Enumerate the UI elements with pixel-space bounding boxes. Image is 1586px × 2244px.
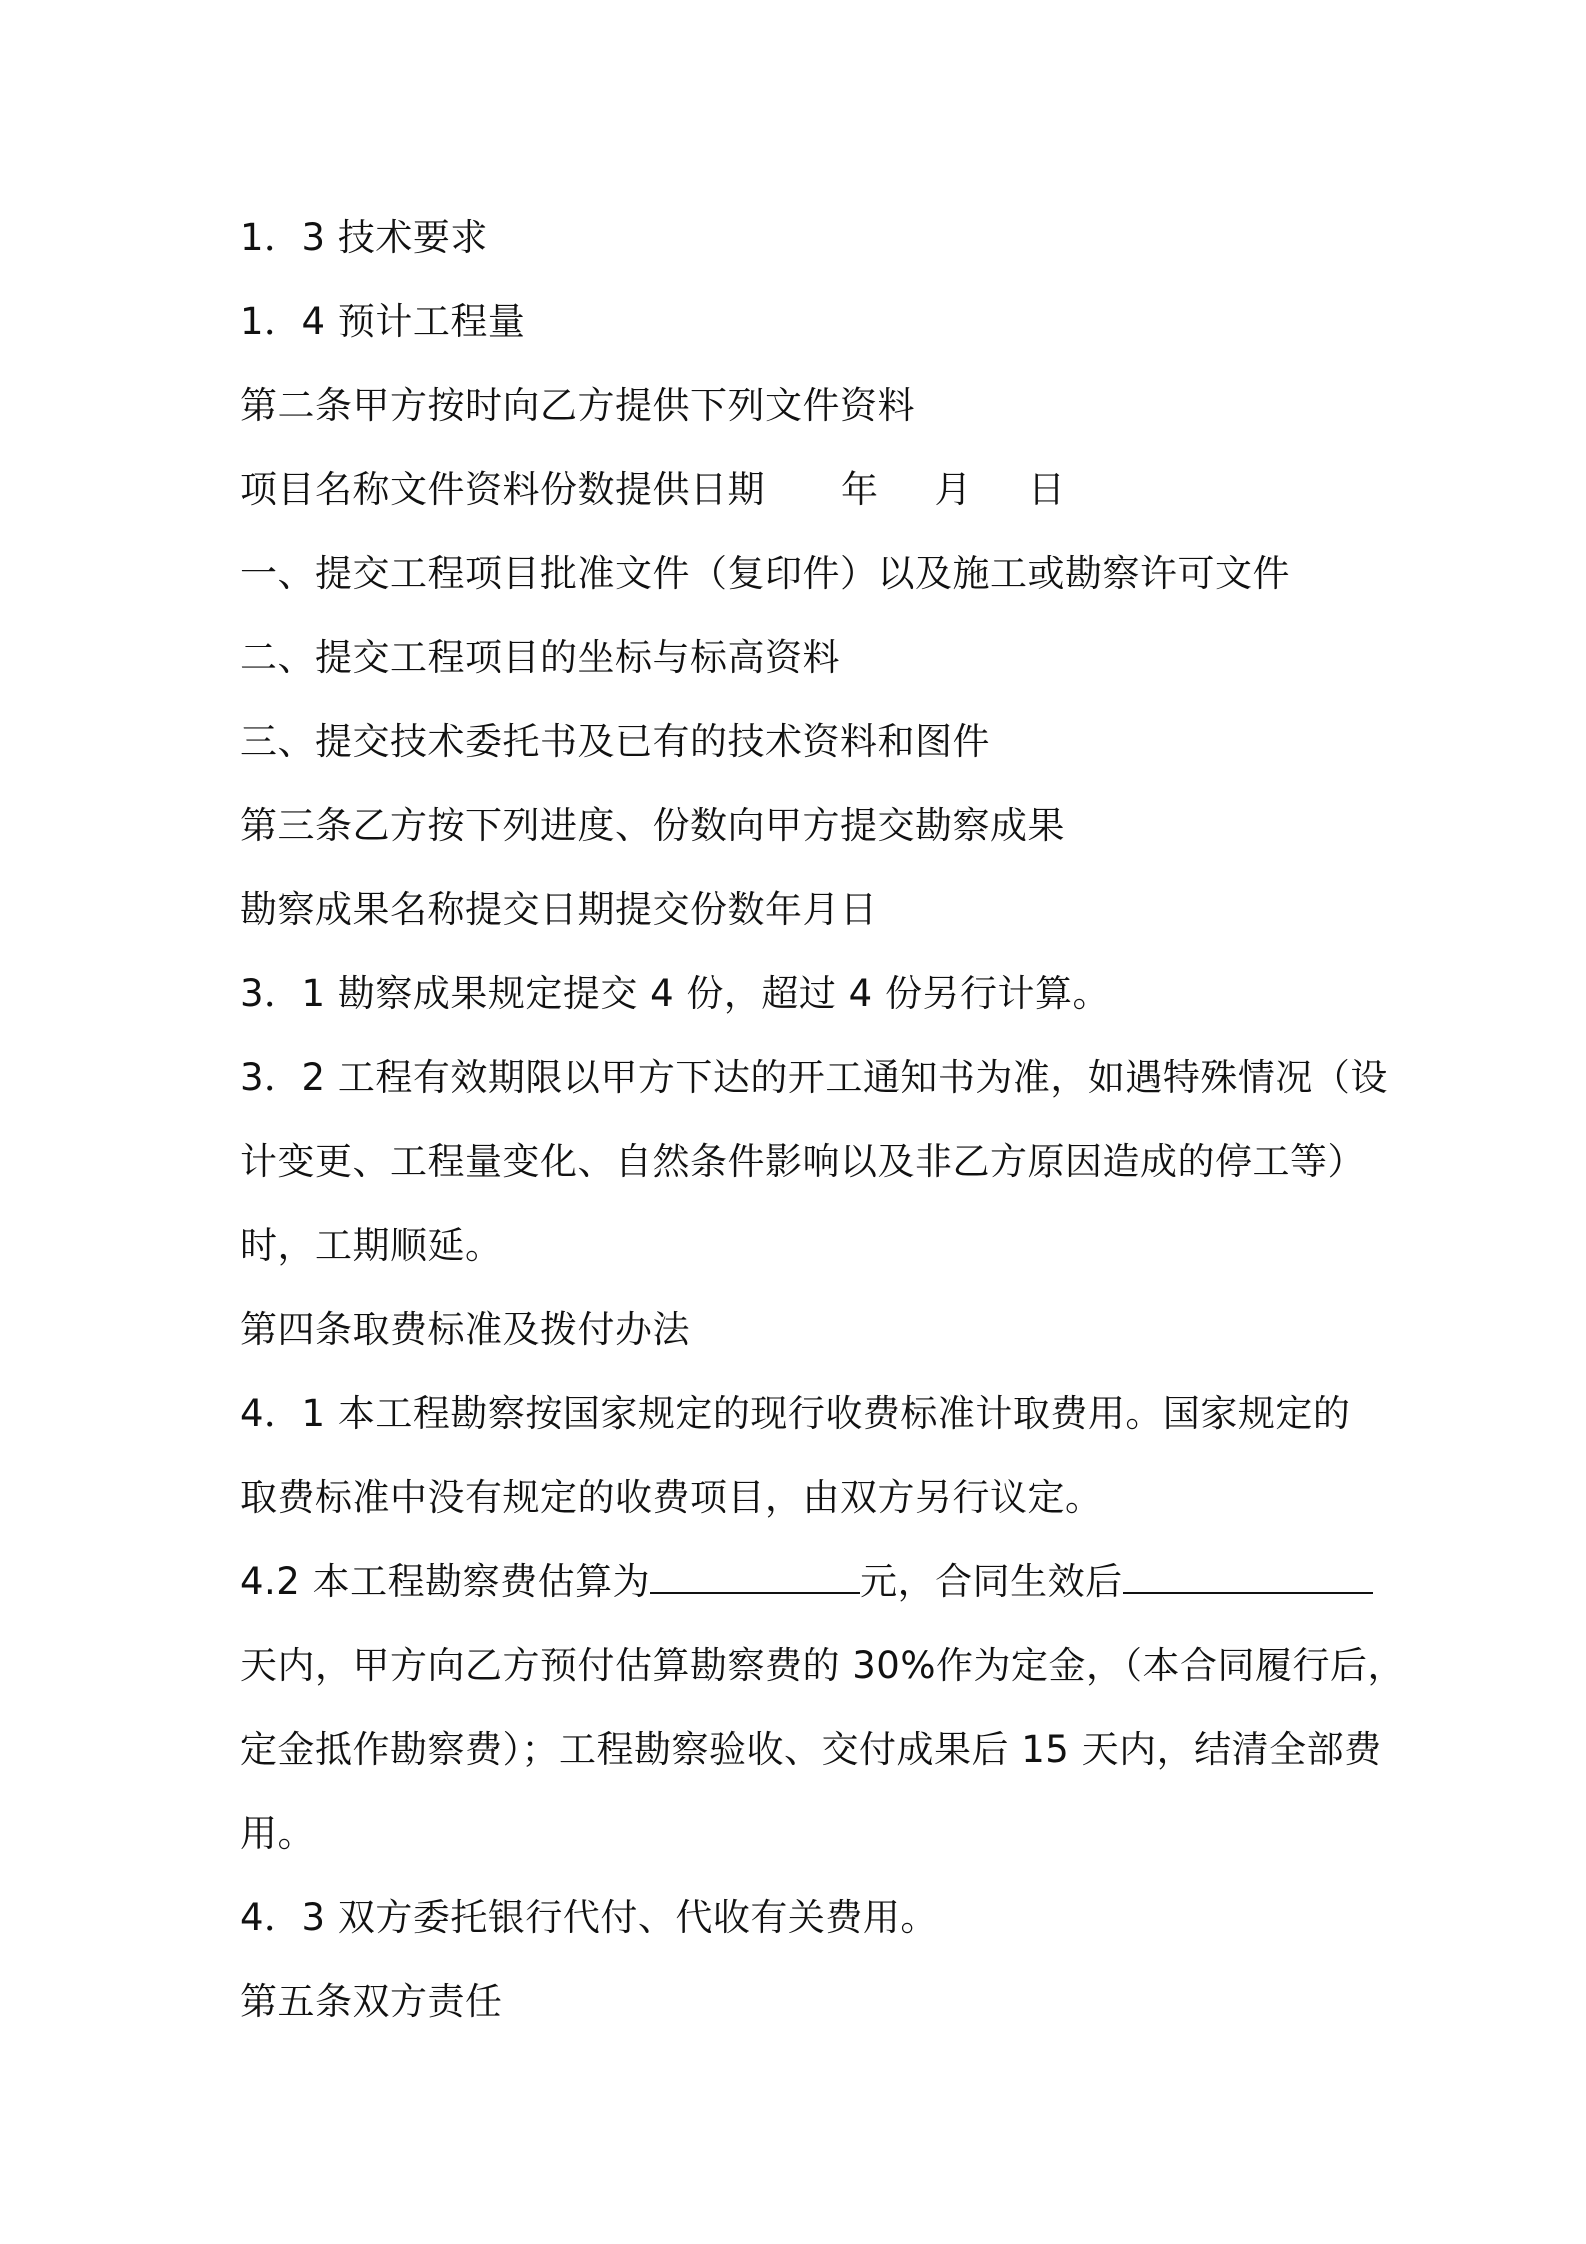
section-4-2-text-line-2: 天内，甲方向乙方预付估算勘察费的 30%作为定金，（本合同履行后， — [240, 1644, 1405, 1687]
section-4-1-text-line-2: 取费标准中没有规定的收费项目，由双方另行议定。 — [240, 1476, 1103, 1519]
article-3-title: 第三条乙方按下列进度、份数向甲方提交勘察成果 — [240, 804, 1065, 847]
article-5-title: 第五条双方责任 — [240, 1980, 503, 2023]
day-label: 日 — [1028, 468, 1066, 511]
section-4-2-text-line-3: 定金抵作勘察费）；工程勘察验收、交付成果后 15 天内，结清全部费 — [240, 1728, 1382, 1771]
deliverables-header-line: 勘察成果名称提交日期提交份数年月日 — [240, 888, 878, 931]
fee-middle: 元，合同生效后 — [860, 1560, 1123, 1603]
days-blank[interactable] — [1123, 1558, 1373, 1594]
section-4-2-text-line-4: 用。 — [240, 1812, 315, 1855]
section-4-2-fee-line — [240, 1540, 1360, 1624]
fee-amount-blank[interactable] — [650, 1558, 860, 1594]
year-label: 年 — [841, 468, 879, 511]
month-label: 月 — [934, 468, 972, 511]
section-1-4-title: 1．4 预计工程量 — [240, 300, 526, 343]
article-2-title: 第二条甲方按时向乙方提供下列文件资料 — [240, 384, 915, 427]
section-3-2-text-line-2: 计变更、工程量变化、自然条件影响以及非乙方原因造成的停工等） — [240, 1140, 1365, 1183]
section-1-3-title: 1．3 技术要求 — [240, 216, 488, 259]
document-item-2: 二、提交工程项目的坐标与标高资料 — [240, 636, 840, 679]
document-item-1: 一、提交工程项目批准文件（复印件）以及施工或勘察许可文件 — [240, 552, 1290, 595]
section-4-3-text: 4．3 双方委托银行代付、代收有关费用。 — [240, 1896, 938, 1939]
section-3-2-text-line-3: 时，工期顺延。 — [240, 1224, 503, 1267]
document-item-3: 三、提交技术委托书及已有的技术资料和图件 — [240, 720, 990, 763]
fee-prefix: 4.2 本工程勘察费估算为 — [240, 1560, 651, 1603]
document-date-line — [240, 448, 1360, 532]
article-4-title: 第四条取费标准及拨付办法 — [240, 1308, 690, 1351]
document-date-label: 项目名称文件资料份数提供日期 — [240, 468, 765, 511]
section-3-1-text: 3．1 勘察成果规定提交 4 份，超过 4 份另行计算。 — [240, 972, 1110, 1015]
section-4-1-text-line-1: 4．1 本工程勘察按国家规定的现行收费标准计取费用。国家规定的 — [240, 1392, 1351, 1435]
document-body — [240, 196, 1405, 2044]
section-3-2-text-line-1: 3．2 工程有效期限以甲方下达的开工通知书为准，如遇特殊情况（设 — [240, 1056, 1388, 1099]
